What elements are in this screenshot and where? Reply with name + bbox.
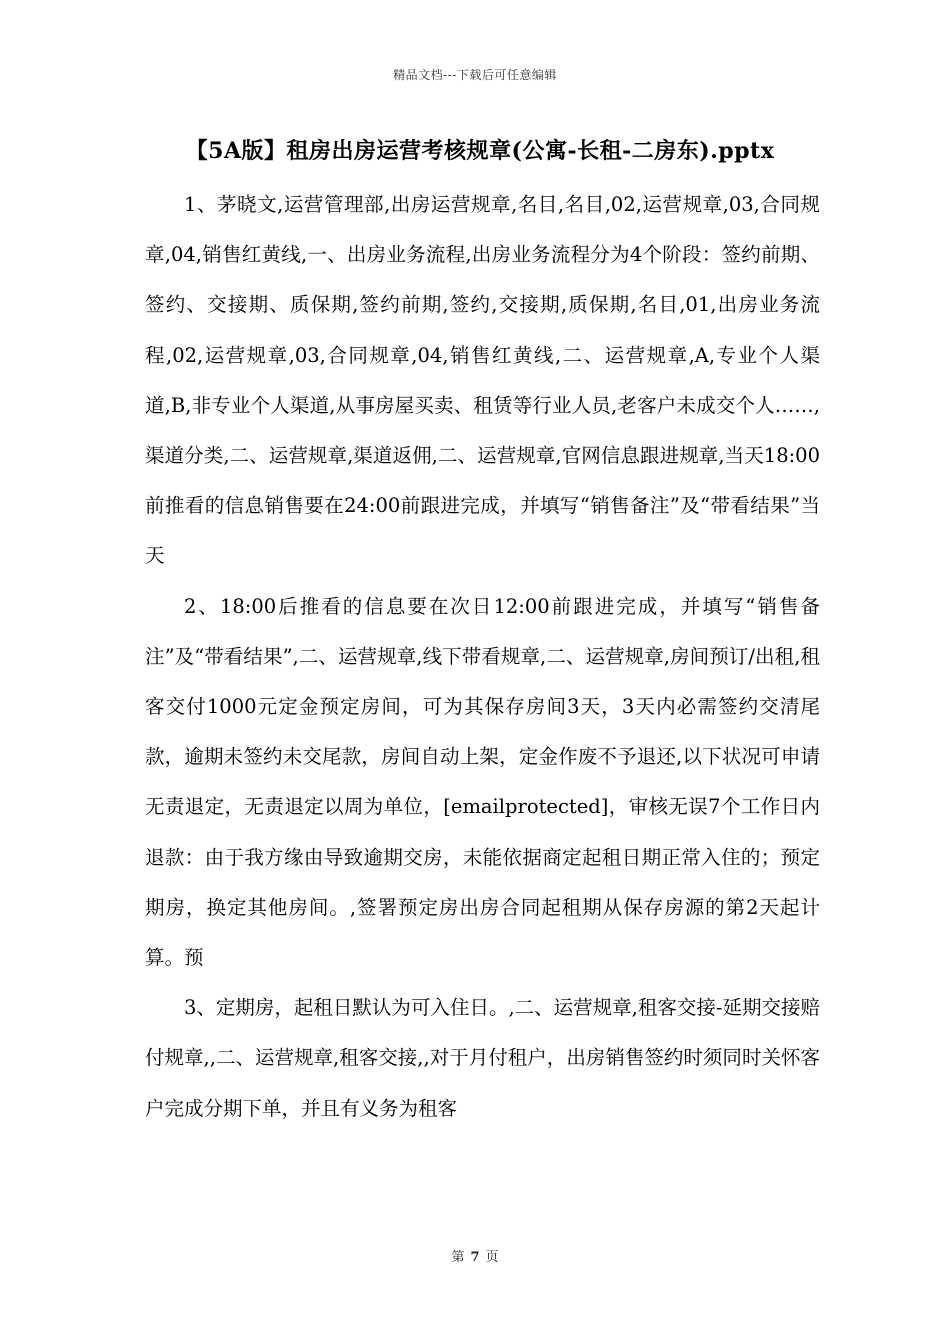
page-number-suffix: 页: [485, 1250, 499, 1265]
page-header: 精品文档---下载后可任意编辑: [393, 68, 557, 82]
paragraph-1: 1、茅晓文,运营管理部,出房运营规章,名目,名目,02,运营规章,03,合同规章,04,销售红黄线,一、出房业务流程,出房业务流程分为4个阶段：签约前期、签约、交接期、质保期,签约前期,签约,交接期,质保期,名目,01,出房业务流程,02,运营规章,03,合同规章,04,销售红黄线,二、运营规章,A,专业个人渠道,B,非专业个人渠道,从事房屋买卖、租赁等行业人员,老客户未成交个人……,渠道分类,二、运营规章,渠道返佣,二、运营规章,官网信息跟进规章,当天18:00前推看的信息销售要在24:00前跟进完成，并填写“销售备注”及“带看结果”当天: [145, 193, 820, 568]
document-body: [145, 180, 820, 1134]
paragraph-2: 2、18:00后推看的信息要在次日12:00前跟进完成，并填写“销售备注”及“带看结果”,二、运营规章,线下带看规章,二、运营规章,房间预订/出租,租客交付1000元定金预定房间，可为其保存房间3天，3天内必需签约交清尾款，逾期未签约未交尾款，房间自动上架，定金作废不予退还,以下状况可申请无责退定，无责退定以周为单位，[emailprotected]，审核无误7个工作日内退款：由于我方缘由导致逾期交房，未能依据商定起租日期正常入住的；预定期房，换定其他房间。,签署预定房出房合同起租期从保存房源的第2天起计算。预: [145, 594, 820, 970]
page-number-prefix: 第: [451, 1250, 465, 1265]
page-number: 7: [470, 1250, 480, 1265]
page-footer: [0, 1246, 950, 1265]
paragraph-3: 3、定期房，起租日默认为可入住日。,二、运营规章,租客交接-延期交接赔付规章,,二、运营规章,租客交接,,对于月付租户，出房销售签约时须同时关怀客户完成分期下单，并且有义务为租客: [145, 996, 820, 1120]
document-title: 【5A版】租房出房运营考核规章(公寓-长租-二房东).pptx: [185, 138, 775, 164]
